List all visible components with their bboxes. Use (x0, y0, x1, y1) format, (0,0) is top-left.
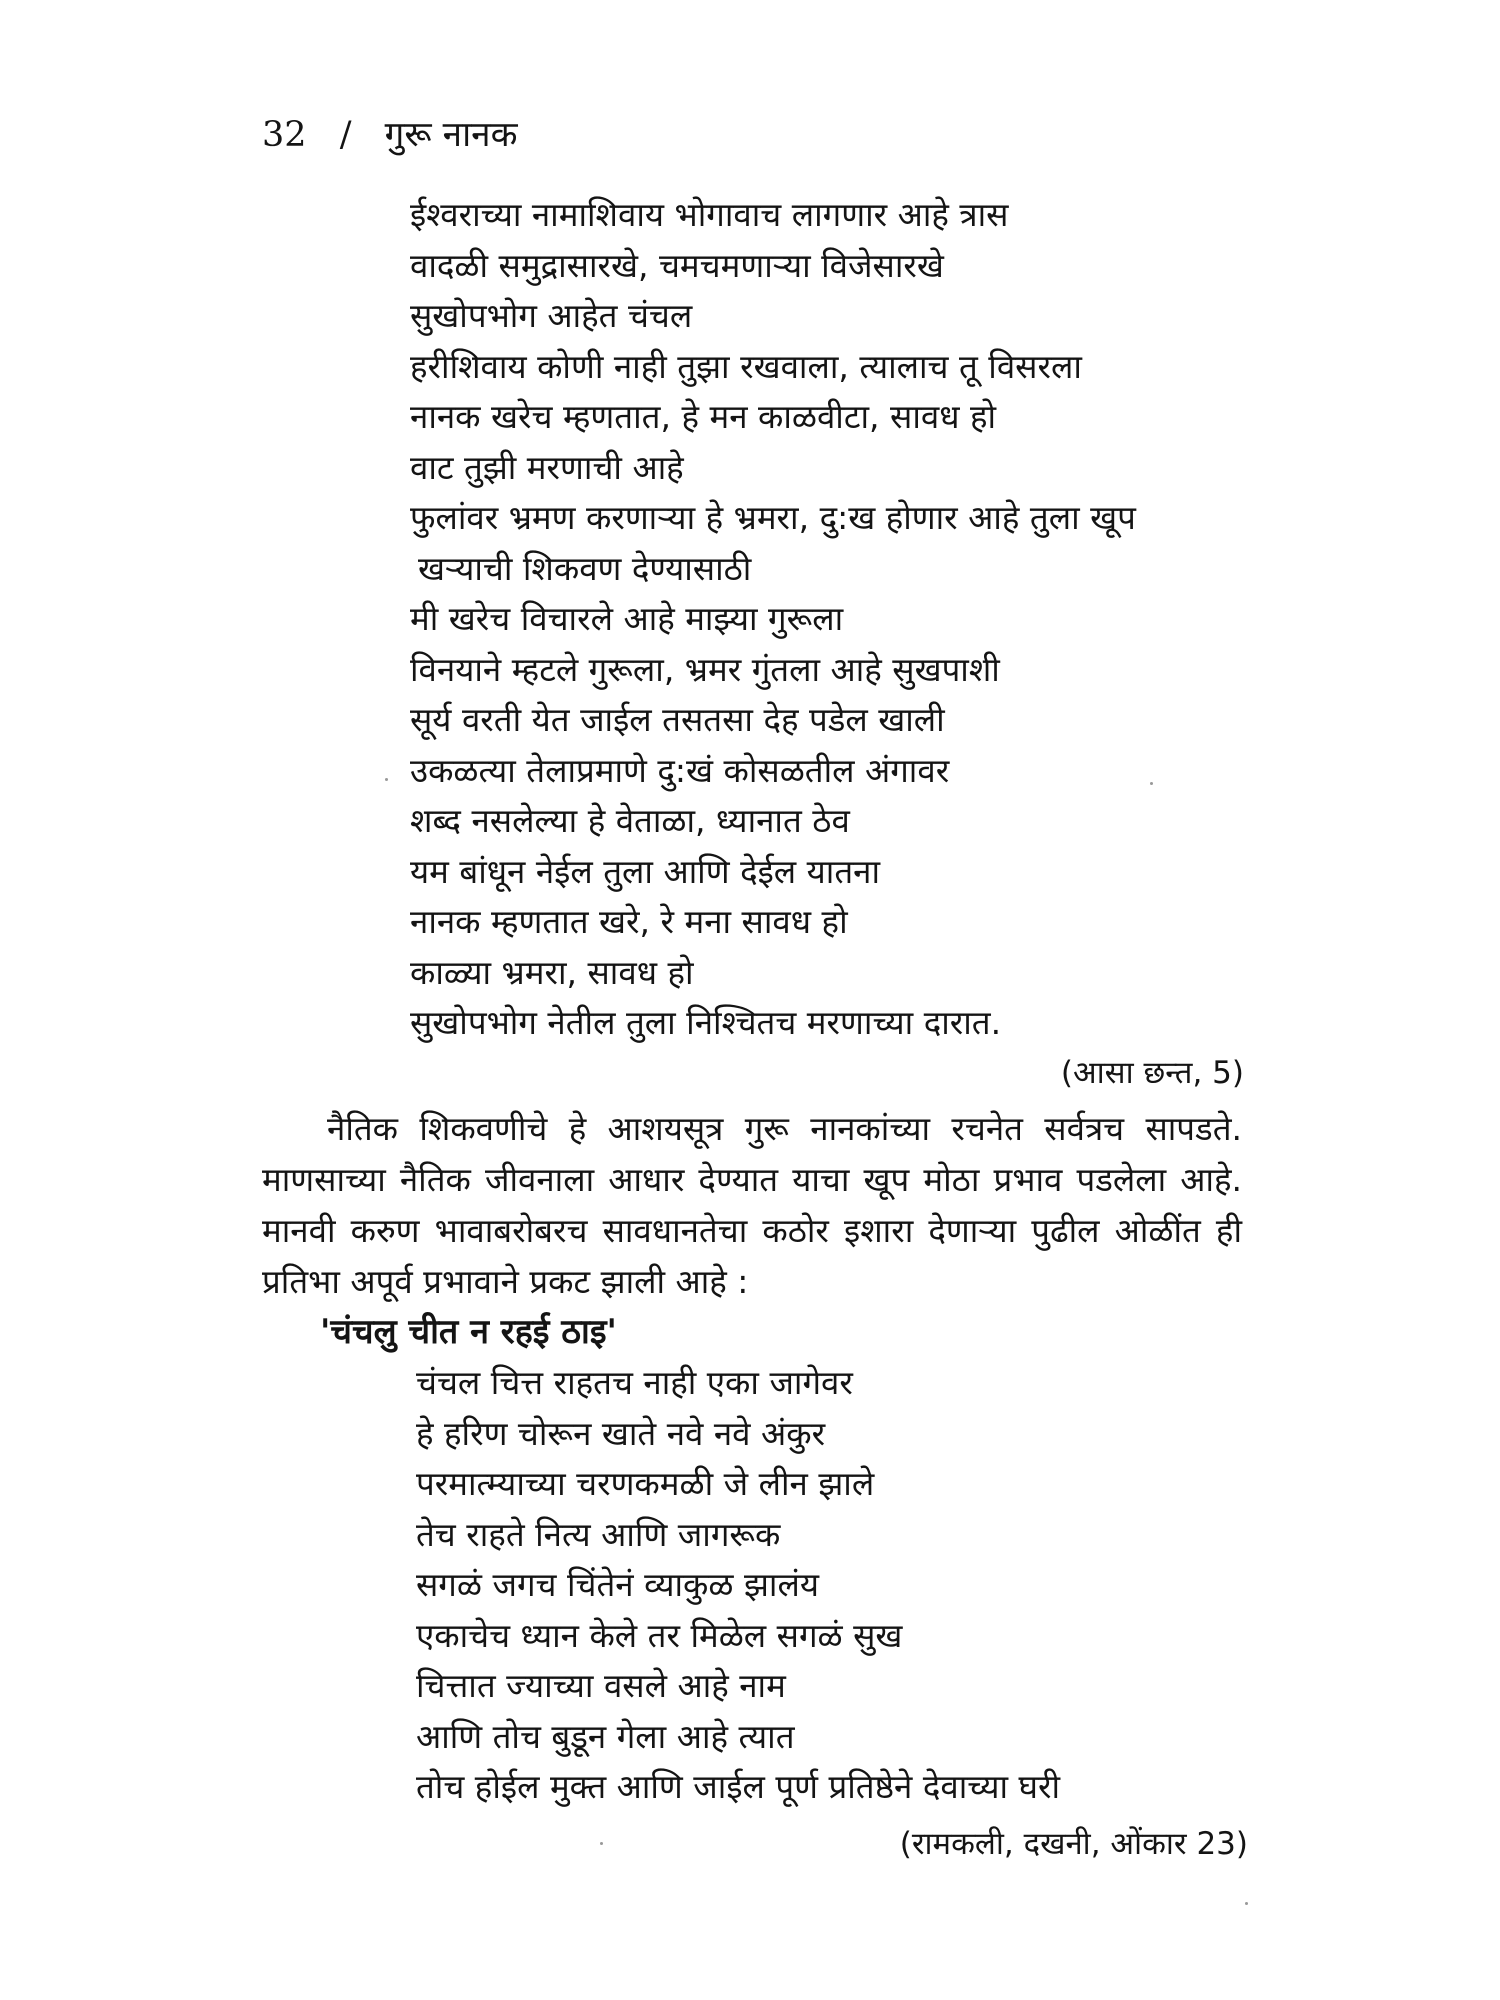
verse-line: ईश्वराच्या नामाशिवाय भोगावाच लागणार आहे त्रास (410, 195, 1009, 234)
citation-1: (आसा छन्त, 5) (1060, 1055, 1244, 1091)
verse-line: मी खरेच विचारले आहे माझ्या गुरूला (410, 599, 844, 638)
verse-line: परमात्म्याच्या चरणकमळी जे लीन झाले (416, 1464, 875, 1503)
verse-line: नानक म्हणतात खरे, रे मना सावध हो (410, 902, 848, 941)
verse-line: सुखोपभोग आहेत चंचल (410, 296, 693, 335)
running-title: गुरू नानक (384, 115, 518, 155)
verse-line: वादळी समुद्रासारखे, चमचमणाऱ्या विजेसारखे (410, 245, 944, 285)
scan-speck (385, 778, 388, 781)
quote-title: 'चंचलु चीत न रहई ठाइ' (320, 1312, 617, 1352)
citation-2: (रामकली, दखनी, ओंकार 23) (899, 1826, 1248, 1862)
verse-line: चंचल चित्त राहतच नाही एका जागेवर (416, 1363, 853, 1402)
page-number: 32 (262, 115, 307, 155)
verse-line: तोच होईल मुक्त आणि जाईल पूर्ण प्रतिष्ठेने देवाच्या घरी (416, 1767, 1061, 1806)
prose-paragraph (262, 1103, 1242, 1307)
verse-line: हे हरिण चोरून खाते नवे नवे अंकुर (416, 1413, 826, 1453)
verse-line: यम बांधून नेईल तुला आणि देईल यातना (410, 851, 881, 891)
verse-line: फुलांवर भ्रमण करणाऱ्या हे भ्रमरा, दु:ख होणार आहे तुला खूप (410, 498, 1136, 537)
verse-line: शब्द नसलेल्या हे वेताळा, ध्यानात ठेव (410, 801, 850, 840)
prose-line: नैतिक शिकवणीचे हे आशयसूत्र गुरू नानकांच्या रचनेत सर्वत्रच सापडते. (327, 1109, 1242, 1148)
verse-line: चित्तात ज्याच्या वसले आहे नाम (416, 1666, 786, 1705)
verse-line: खऱ्याची शिकवण देण्यासाठी (418, 548, 752, 588)
verse-line: सुखोपभोग नेतील तुला निश्चितच मरणाच्या दारात. (410, 1003, 1002, 1042)
verse-line: एकाचेच ध्यान केले तर मिळेल सगळं सुख (416, 1615, 903, 1655)
prose-line: प्रतिभा अपूर्व प्रभावाने प्रकट झाली आहे : (262, 1262, 749, 1301)
verse-line: हरीशिवाय कोणी नाही तुझा रखवाला, त्यालाच तू विसरला (410, 346, 1082, 386)
verse-block-1 (410, 190, 1410, 1049)
verse-line: उकळत्या तेलाप्रमाणे दु:खं कोसळतील अंगावर (410, 750, 950, 790)
verse-line: सूर्य वरती येत जाईल तसतसा देह पडेल खाली (410, 700, 945, 739)
verse-line: आणि तोच बुडून गेला आहे त्यात (416, 1716, 795, 1756)
verse-line: सगळं जगच चिंतेनं व्याकुळ झालंय (416, 1565, 819, 1604)
header-separator: / (339, 115, 352, 155)
verse-line: विनयाने म्हटले गुरूला, भ्रमर गुंतला आहे सुखपाशी (410, 649, 1000, 689)
scan-speck (1150, 782, 1153, 785)
verse-line: काळ्या भ्रमरा, सावध हो (410, 952, 694, 992)
verse-block-2 (416, 1358, 1316, 1813)
prose-line: माणसाच्या नैतिक जीवनाला आधार देण्यात याचा खूप मोठा प्रभाव पडलेला आहे. (262, 1160, 1242, 1199)
scan-speck (1245, 1902, 1248, 1905)
prose-line: मानवी करुण भावाबरोबरच सावधानतेचा कठोर इशारा देणाऱ्या पुढील ओळींत ही (262, 1211, 1242, 1250)
verse-line: वाट तुझी मरणाची आहे (410, 447, 684, 487)
page-header (262, 110, 517, 160)
scan-speck (600, 1842, 603, 1845)
verse-line: नानक खरेच म्हणतात, हे मन काळवीटा, सावध हो (410, 397, 997, 436)
verse-line: तेच राहते नित्य आणि जागरूक (416, 1514, 781, 1554)
